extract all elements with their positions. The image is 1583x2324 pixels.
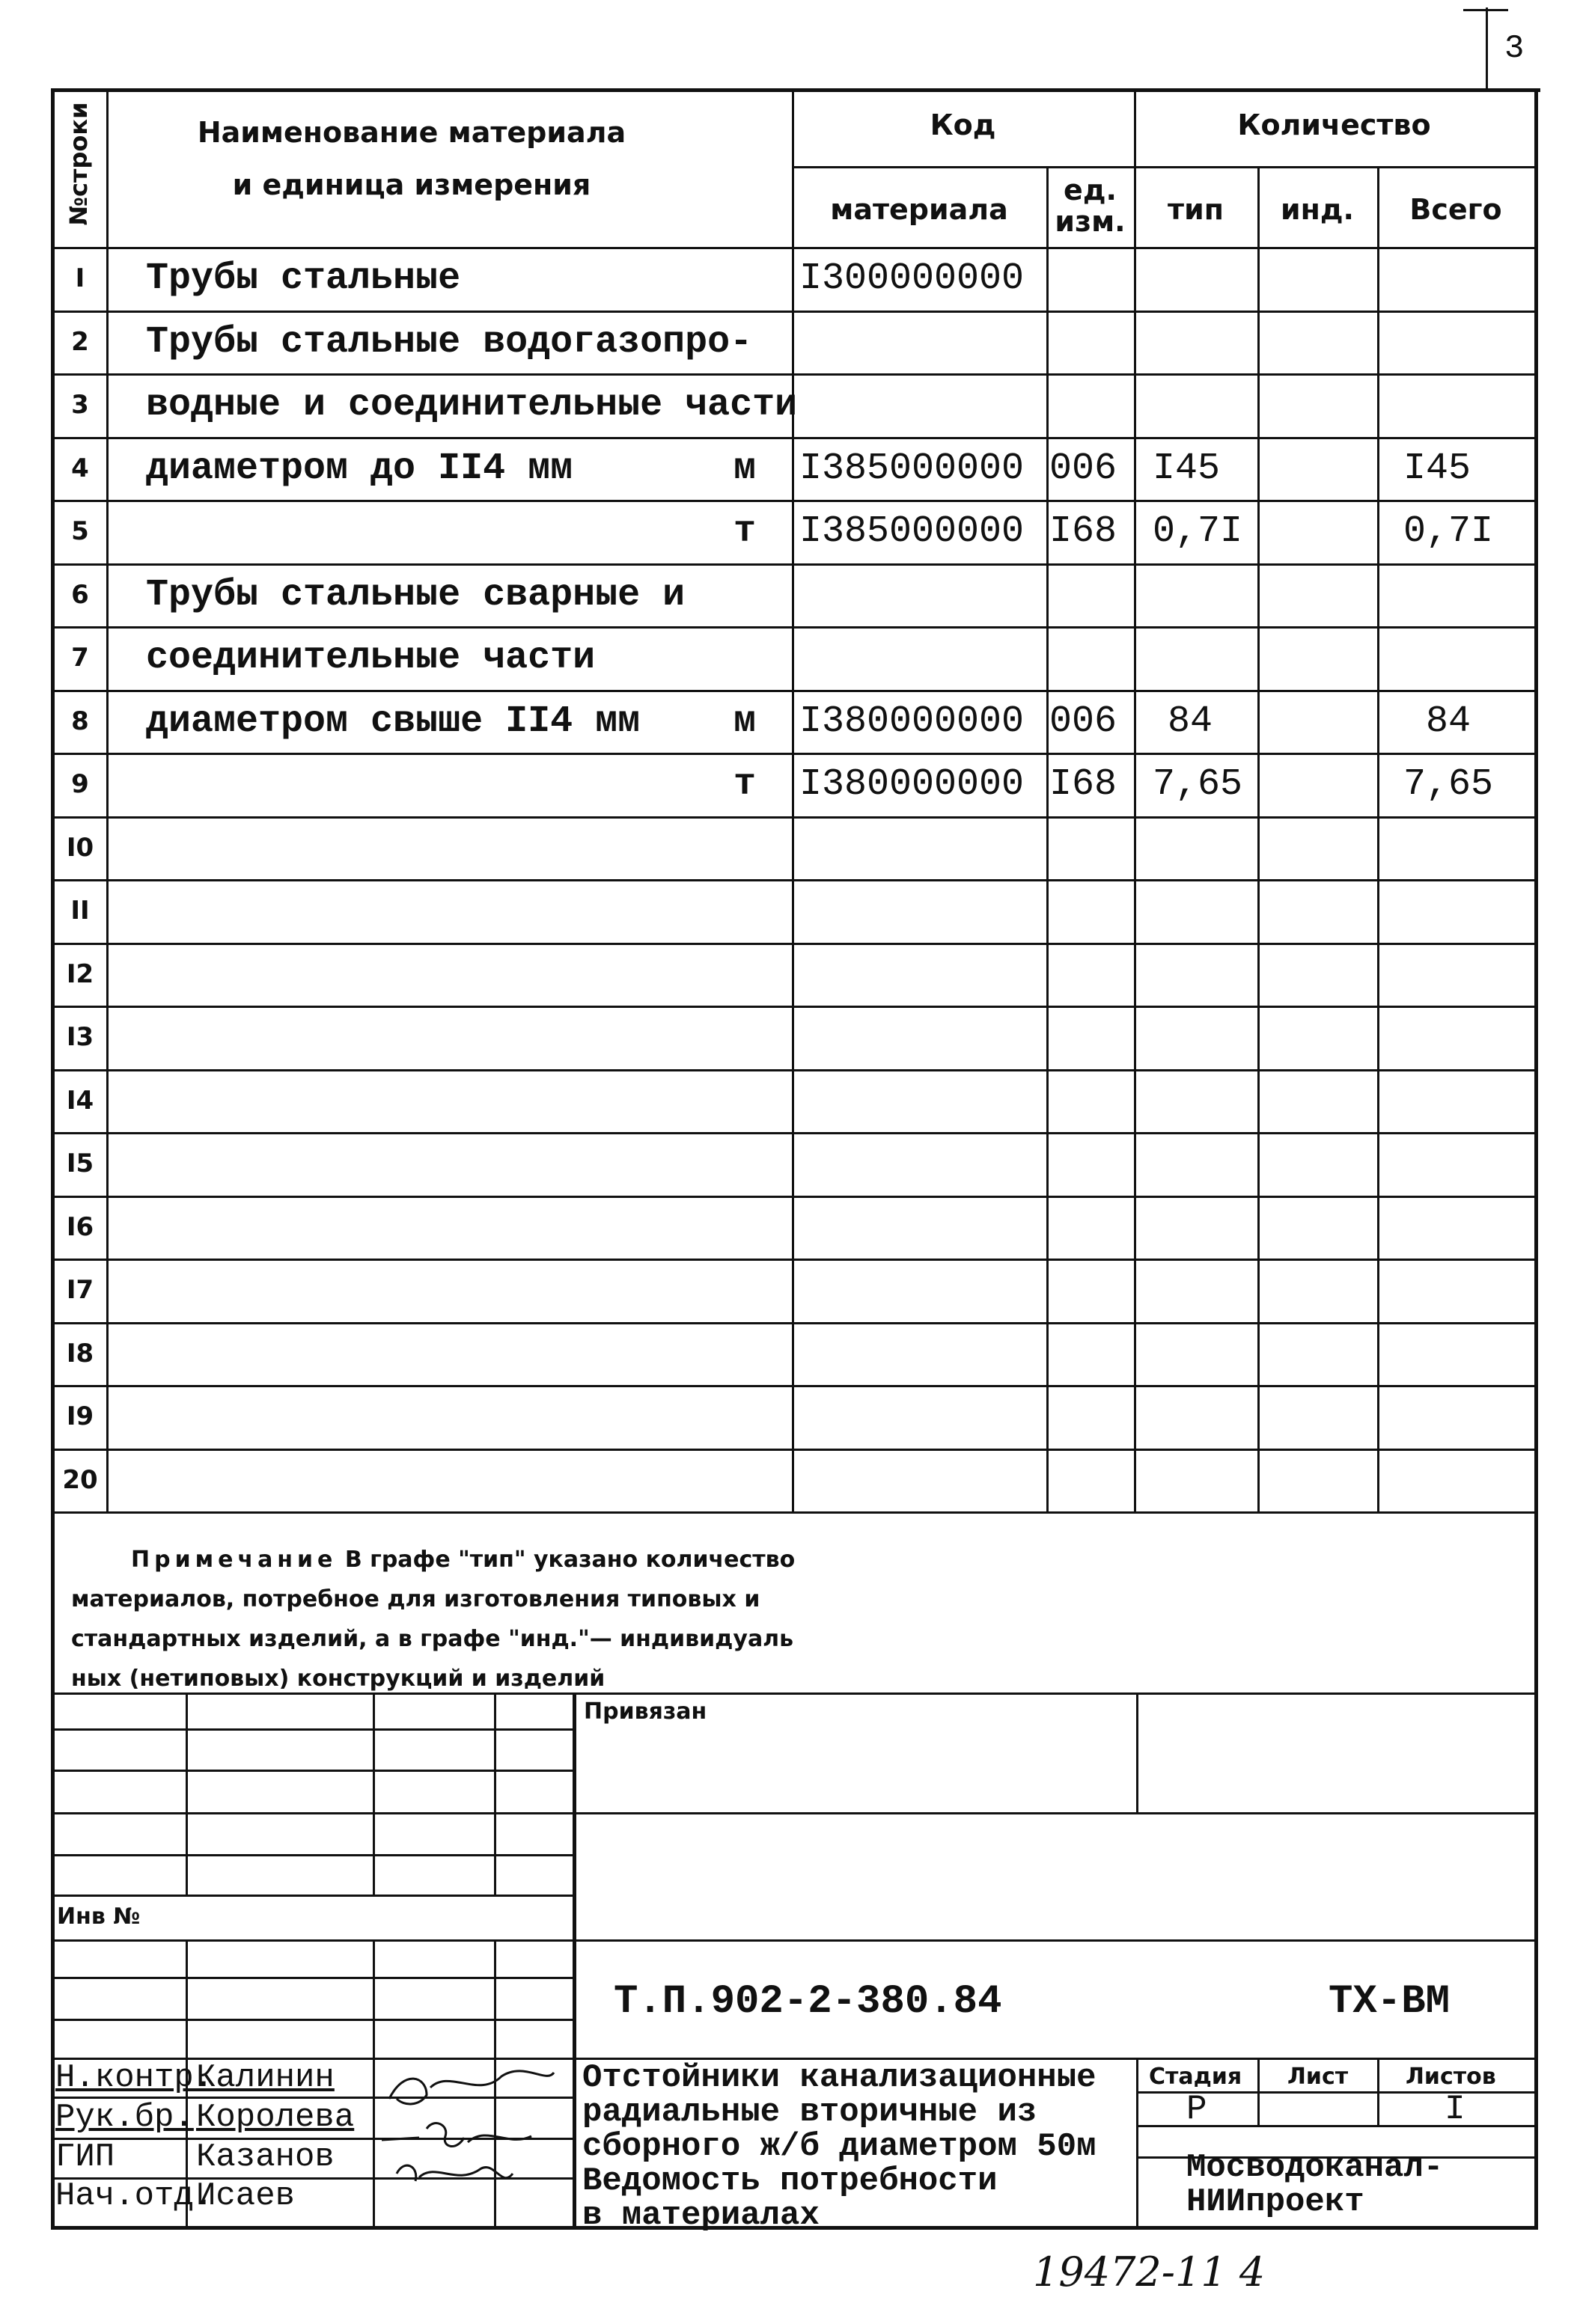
stamp-col bbox=[373, 1692, 375, 1895]
note-line-4: ных (нетиповых) конструкций и изделий bbox=[71, 1666, 606, 1692]
row-uom: I68 bbox=[1049, 763, 1117, 806]
note-line-2: материалов, потребное для изготовления типовых и bbox=[71, 1586, 760, 1612]
row-name: соединительные части bbox=[146, 637, 596, 679]
stamp-row bbox=[51, 1939, 1534, 1942]
header-code-material: материала bbox=[830, 193, 1008, 226]
row-n: I2 bbox=[66, 959, 94, 989]
header-sub-line bbox=[792, 166, 1534, 168]
row-n: 9 bbox=[71, 769, 89, 799]
row-line bbox=[51, 816, 1534, 819]
stamp-inv-no: Инв № bbox=[57, 1903, 141, 1930]
row-line bbox=[51, 1322, 1534, 1324]
stamp-col bbox=[494, 1692, 496, 1895]
header-code-unit-1: ед. bbox=[1064, 174, 1117, 207]
row-total: 7,65 bbox=[1403, 763, 1494, 806]
row-line bbox=[51, 626, 1534, 629]
stamp-row bbox=[51, 1977, 573, 1979]
stamp-col bbox=[1136, 1692, 1138, 1812]
row-uom: 006 bbox=[1049, 700, 1117, 743]
note-text-1: В графе "тип" указано количество bbox=[337, 1547, 796, 1573]
title-line: сборного ж/б диаметром 50м bbox=[582, 2128, 1096, 2165]
row-type: 7,65 bbox=[1153, 763, 1243, 806]
row-line bbox=[51, 1132, 1534, 1134]
row-line bbox=[51, 437, 1534, 439]
header-bottom-line bbox=[51, 247, 1534, 249]
row-name: Трубы стальные bbox=[146, 257, 461, 300]
row-line bbox=[51, 311, 1534, 313]
row-n: II bbox=[70, 896, 90, 926]
corner-line bbox=[1486, 7, 1488, 88]
row-line bbox=[51, 1069, 1534, 1071]
col-line bbox=[792, 88, 794, 1511]
signer-role: Нач.отд. bbox=[55, 2177, 214, 2215]
stamp-row bbox=[51, 1770, 573, 1772]
header-qty-ind: инд. bbox=[1280, 193, 1354, 226]
col-line bbox=[1046, 166, 1049, 1511]
signature-isaev bbox=[397, 2165, 513, 2181]
row-total: 84 bbox=[1426, 700, 1471, 743]
row-unit: м bbox=[733, 700, 757, 743]
header-qty-type: тип bbox=[1168, 193, 1224, 226]
row-line bbox=[51, 1196, 1534, 1198]
stamp-col bbox=[1257, 2058, 1260, 2125]
row-line bbox=[51, 1385, 1534, 1387]
row-unit: т bbox=[733, 763, 757, 806]
row-n: 20 bbox=[62, 1465, 98, 1495]
title-line: в материалах bbox=[582, 2197, 820, 2234]
stage-value: Р bbox=[1186, 2090, 1207, 2129]
signer-role: ГИП bbox=[55, 2138, 115, 2176]
frame-right bbox=[1534, 88, 1538, 2228]
row-line bbox=[51, 879, 1534, 881]
header-code: Код bbox=[930, 108, 996, 141]
signer-name: Калинин bbox=[196, 2059, 335, 2097]
doc-mark: ТХ-ВМ bbox=[1329, 1979, 1451, 2025]
footer-number: 19472-11 4 bbox=[1033, 2248, 1266, 2296]
signer-role: Рук.бр. bbox=[55, 2099, 194, 2136]
row-n: I7 bbox=[66, 1275, 94, 1305]
row-line bbox=[51, 1511, 1534, 1514]
row-total: 0,7I bbox=[1403, 510, 1494, 553]
stamp-col bbox=[1377, 2058, 1379, 2125]
signature-kazanov bbox=[382, 2123, 531, 2147]
header-name-line2: и единица измерения bbox=[232, 168, 591, 201]
col-line bbox=[1377, 166, 1379, 1511]
col-line bbox=[1134, 88, 1136, 1511]
row-n: 4 bbox=[71, 453, 89, 483]
header-qty-total: Всего bbox=[1409, 193, 1502, 226]
sheets-value: I bbox=[1445, 2090, 1465, 2129]
sheet-label: Лист bbox=[1287, 2064, 1349, 2090]
row-type: 0,7I bbox=[1153, 510, 1243, 553]
stamp-row bbox=[51, 1812, 1534, 1814]
row-n: I bbox=[75, 263, 85, 293]
row-n: 5 bbox=[71, 516, 89, 546]
row-unit: м bbox=[733, 447, 757, 490]
org-line-1: Мосводоканал- bbox=[1186, 2149, 1444, 2186]
signer-name: Исаев bbox=[196, 2177, 296, 2215]
row-type: I45 bbox=[1153, 447, 1221, 490]
row-code: I385000000 bbox=[799, 510, 1025, 553]
row-n: I0 bbox=[66, 833, 94, 863]
title-line: радиальные вторичные из bbox=[582, 2094, 1037, 2131]
row-code: I300000000 bbox=[799, 257, 1025, 300]
row-n: I6 bbox=[66, 1212, 94, 1242]
header-quantity: Количество bbox=[1237, 108, 1431, 141]
signature-graphics bbox=[374, 2054, 576, 2226]
row-n: I4 bbox=[66, 1086, 94, 1116]
row-code: I380000000 bbox=[799, 763, 1025, 806]
row-uom: 006 bbox=[1049, 447, 1117, 490]
stamp-attached-label: Привязан bbox=[584, 1698, 707, 1725]
stamp-col bbox=[186, 1692, 188, 1895]
sheets-label: Листов bbox=[1406, 2064, 1496, 2090]
row-code: I385000000 bbox=[799, 447, 1025, 490]
header-row-no: №строки bbox=[64, 102, 93, 226]
stamp-row bbox=[51, 1895, 573, 1897]
row-line bbox=[51, 753, 1534, 755]
corner-line-top bbox=[1463, 9, 1508, 11]
note-line-1 bbox=[131, 1540, 1014, 1580]
row-line bbox=[51, 373, 1534, 376]
signer-role: Н.контр. bbox=[55, 2059, 214, 2097]
row-n: I8 bbox=[66, 1339, 94, 1369]
header-name-line1: Наименование материала bbox=[197, 116, 626, 149]
row-n: 3 bbox=[71, 390, 89, 420]
page-number: 3 bbox=[1504, 30, 1525, 67]
signature-korolova bbox=[389, 2071, 554, 2104]
row-name: водные и соединительные части bbox=[146, 384, 798, 426]
row-name: диаметром до II4 мм bbox=[146, 447, 573, 490]
row-unit: т bbox=[733, 510, 757, 553]
stage-label: Стадия bbox=[1149, 2064, 1242, 2090]
row-line bbox=[51, 1006, 1534, 1008]
row-n: 2 bbox=[71, 327, 89, 357]
frame-top bbox=[51, 88, 1540, 92]
row-name: Трубы стальные водогазопро- bbox=[146, 321, 753, 364]
row-uom: I68 bbox=[1049, 510, 1117, 553]
row-line bbox=[51, 690, 1534, 692]
note-line-3: стандартных изделий, а в графе "инд."— индивидуаль bbox=[71, 1626, 794, 1652]
col-line bbox=[1257, 166, 1260, 1511]
stamp-row bbox=[51, 1728, 573, 1731]
row-total: I45 bbox=[1403, 447, 1471, 490]
note-lead: Примечание bbox=[131, 1547, 338, 1573]
signer-name: Казанов bbox=[196, 2138, 335, 2176]
title-line: Ведомость потребности bbox=[582, 2162, 998, 2200]
row-line bbox=[51, 563, 1534, 566]
row-line bbox=[51, 1259, 1534, 1261]
row-n: I3 bbox=[66, 1022, 94, 1052]
col-line bbox=[106, 88, 109, 1511]
title-line: Отстойники канализационные bbox=[582, 2059, 1096, 2097]
doc-code: Т.П.902-2-380.84 bbox=[614, 1979, 1002, 2025]
row-line bbox=[51, 1449, 1534, 1451]
stamp-row bbox=[51, 1854, 573, 1856]
stamp-col bbox=[1136, 2058, 1138, 2226]
row-name: Трубы стальные сварные и bbox=[146, 574, 686, 617]
row-n: 8 bbox=[71, 706, 89, 736]
row-name: диаметром свыше II4 мм bbox=[146, 700, 641, 743]
row-n: 7 bbox=[71, 643, 89, 673]
row-n: I5 bbox=[66, 1149, 94, 1178]
stamp-row bbox=[51, 2019, 573, 2021]
row-n: 6 bbox=[71, 580, 89, 610]
signer-name: Королева bbox=[196, 2099, 355, 2136]
org-line-2: НИИпроект bbox=[1186, 2183, 1364, 2221]
row-type: 84 bbox=[1168, 700, 1213, 743]
row-line bbox=[51, 500, 1534, 502]
row-n: I9 bbox=[66, 1401, 94, 1431]
row-code: I380000000 bbox=[799, 700, 1025, 743]
row-line bbox=[51, 943, 1534, 945]
header-code-unit-2: изм. bbox=[1055, 205, 1126, 238]
